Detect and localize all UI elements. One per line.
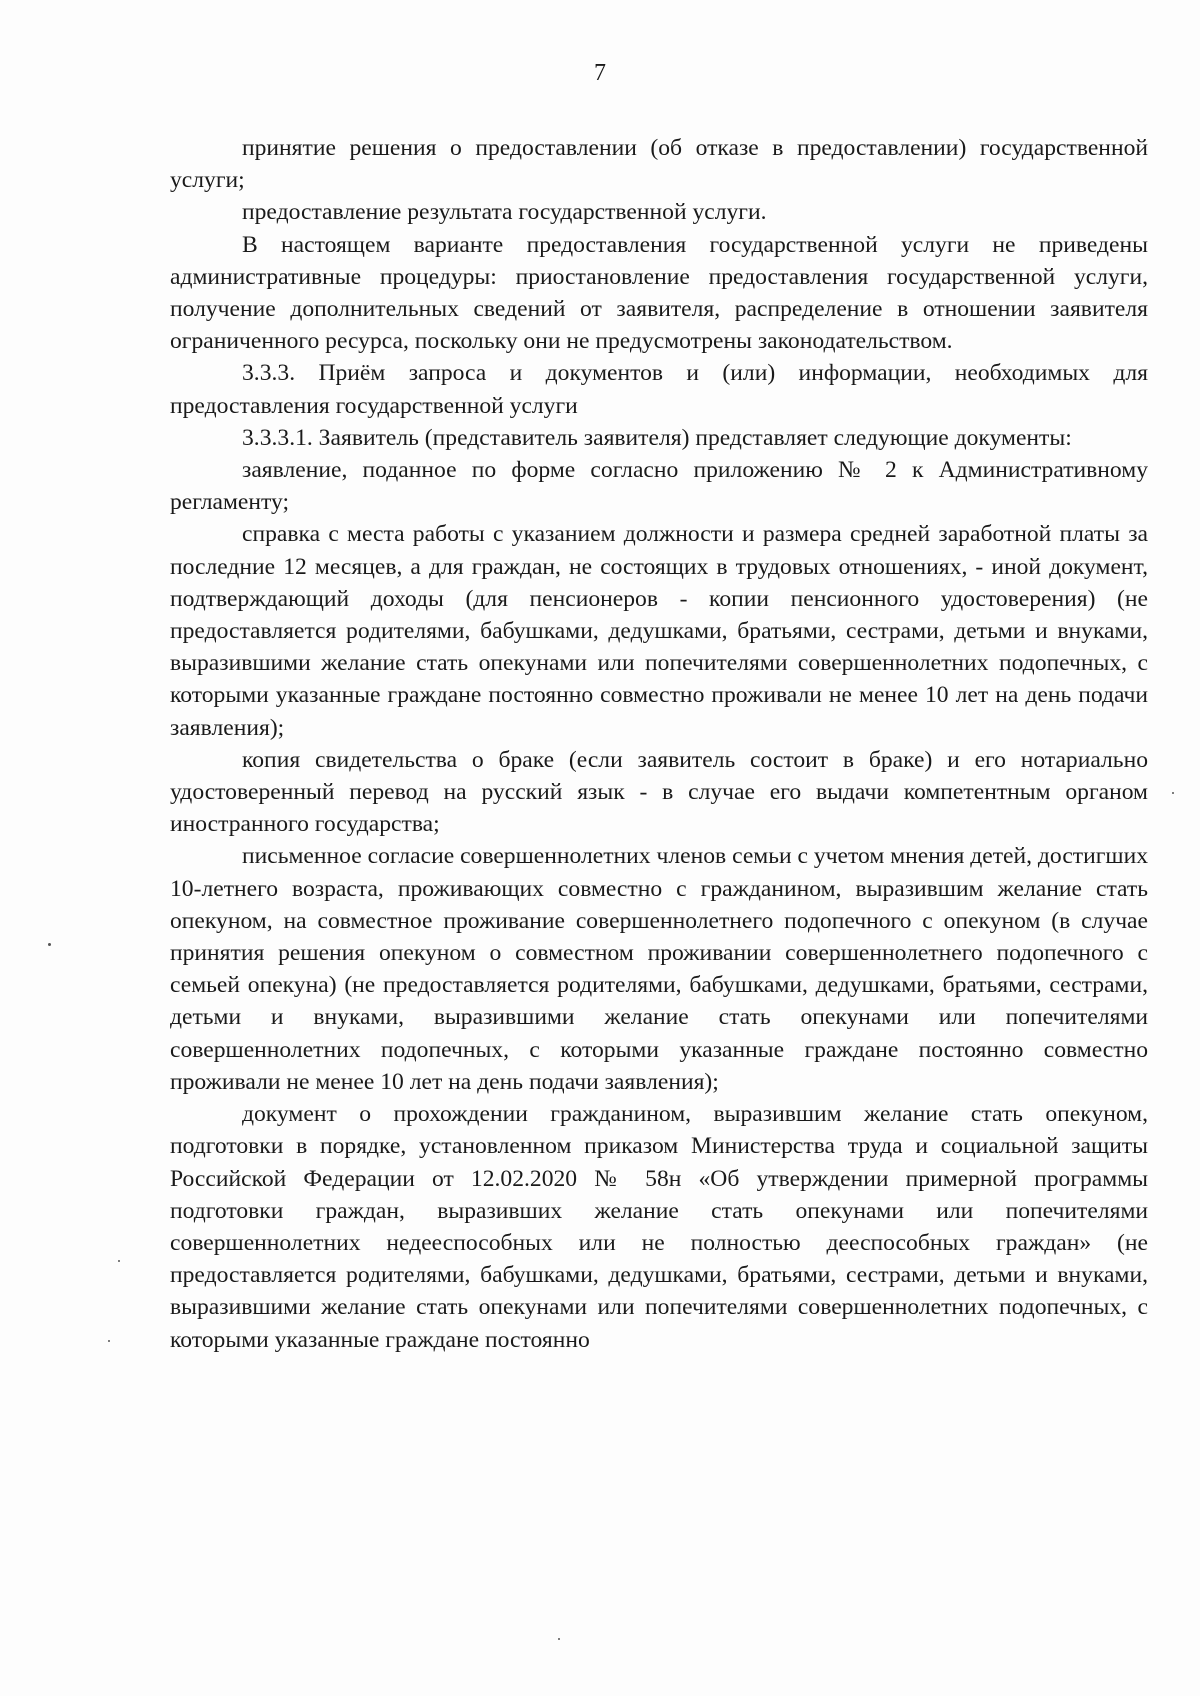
- scan-speck: [118, 1260, 120, 1262]
- paragraph: В настоящем варианте предоставления государственной услуги не приведены административные процедуры: приостановление предоставления государственной услуги, получение дополнительных сведений от заявителя, распределение в отношении заявителя ограниченного ресурса, поскольку они не предусмотрены законодательством.: [170, 231, 1148, 355]
- list-item-document: письменное согласие совершеннолетних членов семьи с учетом мнения детей, достигших 10-летнего возраста, проживающих совместно с гражданином, выразившим желание стать опекуном, на совместное проживание совершеннолетнего подопечного с опекуном (в случае принятия решения опекуном о совместном проживании совершеннолетнего подопечного с семьей опекуна) (не предоставляется родителями, бабушками, дедушками, братьями, сестрами, детьми и внуками, выразившими желание стать опекунами или попечителями совершеннолетних подопечных, с которыми указанные граждане постоянно совместно проживали не менее 10 лет на день подачи заявления);: [170, 843, 1148, 1095]
- scan-speck: [558, 1638, 560, 1640]
- paragraph: предоставление результата государственной услуги.: [242, 199, 767, 226]
- paragraph: принятие решения о предоставлении (об отказе в предоставлении) государственной услуги;: [170, 135, 1148, 194]
- section-heading: 3.3.3. Приём запроса и документов и (или) информации, необходимых для предоставления государственной услуги: [170, 360, 1148, 419]
- subsection-heading: 3.3.3.1. Заявитель (представитель заявителя) представляет следующие документы:: [242, 424, 1072, 451]
- scan-speck: [48, 943, 51, 946]
- scan-speck: [1172, 792, 1174, 794]
- page-number: 7: [594, 60, 606, 86]
- scan-speck: [108, 1340, 110, 1342]
- list-item-document: справка с места работы с указанием должности и размера средней заработной платы за последние 12 месяцев, а для граждан, не состоящих в трудовых отношениях, - иной документ, подтверждающий доходы (для пенсионеров - копии пенсионного удостоверения) (не предоставляется родителями, бабушками, дедушками, братьями, сестрами, детьми и внуками, выразившими желание стать опекунами или попечителями совершеннолетних подопечных, с которыми указанные граждане постоянно совместно проживали не менее 10 лет на день подачи заявления);: [170, 521, 1148, 741]
- document-body: [170, 132, 1148, 1356]
- list-item-document: копия свидетельства о браке (если заявитель состоит в браке) и его нотариально удостоверенный перевод на русский язык - в случае его выдачи компетентным органом иностранного государства;: [170, 746, 1148, 838]
- list-item-document: заявление, поданное по форме согласно приложению № 2 к Административному регламенту;: [170, 457, 1148, 516]
- list-item-document: документ о прохождении гражданином, выразившим желание стать опекуном, подготовки в порядке, установленном приказом Министерства труда и социальной защиты Российской Федерации от 12.02.2020 № 58н «Об утверждении примерной программы подготовки граждан, выразивших желание стать опекунами или попечителями совершеннолетних недееспособных или не полностью дееспособных граждан» (не предоставляется родителями, бабушками, дедушками, братьями, сестрами, детьми и внуками, выразившими желание стать опекунами или попечителями совершеннолетних подопечных, с которыми указанные граждане постоянно: [170, 1101, 1148, 1353]
